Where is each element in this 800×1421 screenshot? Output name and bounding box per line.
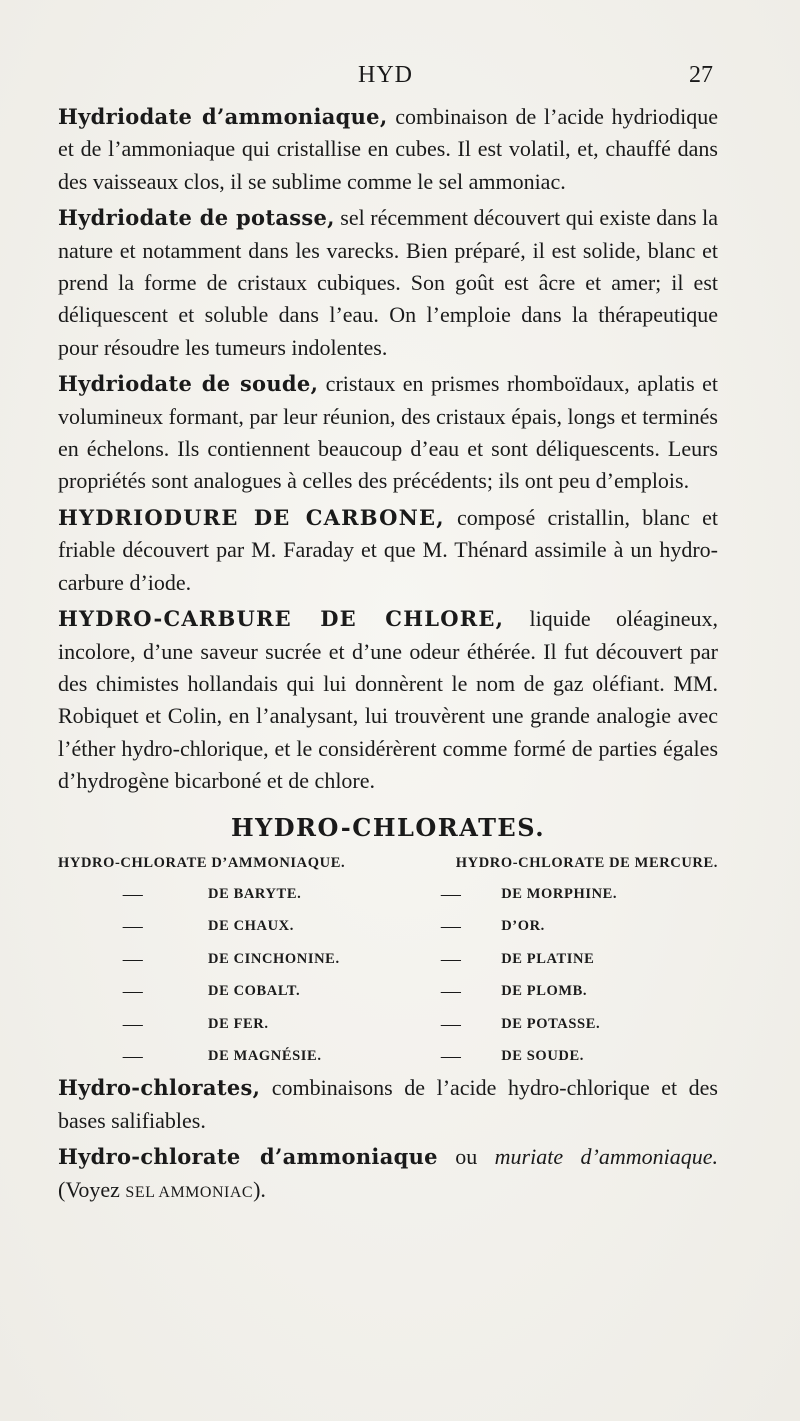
entry-text: (Voyez bbox=[58, 1176, 126, 1202]
list-item-label: DE POTASSE. bbox=[501, 1015, 601, 1032]
list-item-label: DE BARYTE. bbox=[208, 885, 302, 902]
list-item-label: D’OR. bbox=[501, 918, 545, 935]
entry-hydriodate-potasse bbox=[58, 202, 718, 364]
ditto-dash: — bbox=[122, 1012, 144, 1035]
list-item-label: DE CINCHONINE. bbox=[208, 950, 340, 967]
list-item-label: DE CHAUX. bbox=[208, 918, 294, 935]
entry-hydro-chlorate-ammoniaque bbox=[58, 1141, 718, 1209]
ditto-dash: — bbox=[122, 915, 144, 938]
list-item bbox=[58, 943, 375, 975]
list-item bbox=[401, 1040, 718, 1072]
list-item-label: DE PLOMB. bbox=[501, 983, 588, 1000]
list-item bbox=[58, 975, 375, 1007]
running-head: HYD bbox=[358, 62, 413, 88]
entry-text: combinaisons de l’acide hydro-chlorique et des bases salifiables. bbox=[58, 1075, 718, 1133]
page-header bbox=[58, 62, 713, 98]
ditto-dash: — bbox=[440, 882, 462, 905]
entry-hydriodate-soude bbox=[58, 368, 718, 498]
list-item bbox=[58, 878, 375, 910]
ditto-dash: — bbox=[122, 980, 144, 1003]
list-header-row bbox=[58, 850, 718, 876]
list-item bbox=[58, 910, 375, 942]
list-item-label: DE MAGNÉSIE. bbox=[208, 1047, 322, 1064]
ditto-dash: — bbox=[440, 915, 462, 938]
list-item bbox=[401, 910, 718, 942]
list-column-right bbox=[401, 878, 718, 1072]
cross-reference: SEL AMMONIAC bbox=[125, 1183, 254, 1201]
ditto-dash: — bbox=[440, 1012, 462, 1035]
entry-headword: Hydriodate de soude, bbox=[58, 371, 319, 397]
entry-headword: HYDRIODURE DE CARBONE, bbox=[58, 504, 445, 530]
section-heading: HYDRO-CHLORATES. bbox=[230, 812, 546, 842]
ditto-dash: — bbox=[440, 947, 462, 970]
list-left-head: HYDRO-CHLORATE D’AMMONIAQUE. bbox=[58, 854, 346, 871]
list-item bbox=[58, 1040, 375, 1072]
entry-text: ). bbox=[253, 1176, 266, 1202]
page-body bbox=[58, 101, 718, 1213]
entry-synonym: muriate d’ammoniaque. bbox=[494, 1144, 718, 1170]
list-item bbox=[401, 878, 718, 910]
list-item-label: DE PLATINE bbox=[501, 950, 595, 967]
entry-hydro-chlorates bbox=[58, 1072, 718, 1137]
entry-text: liquide oléagineux, incolore, d’une saveur sucrée et d’une odeur éthérée. Il fut découvert par des chimistes hollandais qui lui donnèrent le nom de gaz oléfiant. MM. Robiquet et Colin, en l’analysant, lui trouvèrent une grande analogie avec l’éther hydro-chlorique, et le considérèrent comme formé de parties égales d’hydrogène bicarboné et de chlore. bbox=[58, 606, 718, 794]
entry-text: composé cristallin, blanc et friable découvert par M. Faraday et que M. Thénard assimile à un hydro-carbure d’iode. bbox=[58, 504, 718, 595]
entry-text: sel récemment découvert qui existe dans la nature et notamment dans les varecks. Bien préparé, il est solide, blanc et prend la forme de cristaux cubiques. Son goût est âcre et amer; il est déliquescent et soluble dans l’eau. On l’emploie dans la thérapeutique pour résoudre les tumeurs indolentes. bbox=[58, 205, 718, 360]
ditto-dash: — bbox=[122, 882, 144, 905]
entry-headword: Hydro-chlorates, bbox=[58, 1075, 261, 1101]
entry-hydriodure-carbone bbox=[58, 502, 718, 599]
ditto-dash: — bbox=[122, 1044, 144, 1067]
entry-text: cristaux en prismes rhomboïdaux, aplatis et volumineux formant, par leur réunion, des cristaux épais, longs et terminés en échelons. Ils contiennent beaucoup d’eau et sont déliquescents. Leurs propriétés sont analogues à celles des précédents; ils ont peu d’emplois. bbox=[58, 371, 719, 494]
list-item-label: DE MORPHINE. bbox=[501, 885, 618, 902]
list-right-head: HYDRO-CHLORATE DE MERCURE. bbox=[455, 854, 718, 871]
ditto-dash: — bbox=[122, 947, 144, 970]
entry-headword: HYDRO-CARBURE DE CHLORE, bbox=[58, 606, 505, 632]
list-item bbox=[401, 1008, 718, 1040]
list-item-label: DE SOUDE. bbox=[501, 1047, 584, 1064]
entry-headword: Hydro-chlorate d’ammoniaque bbox=[58, 1144, 438, 1170]
list-item-label: DE COBALT. bbox=[208, 983, 301, 1000]
list-item-label: DE FER. bbox=[208, 1015, 269, 1032]
entry-hydro-carbure-chlore bbox=[58, 603, 718, 797]
entry-headword: Hydriodate d’ammoniaque, bbox=[58, 104, 388, 129]
ditto-dash: — bbox=[440, 980, 462, 1003]
page-number: 27 bbox=[689, 62, 713, 88]
list-item bbox=[401, 943, 718, 975]
entry-hydriodate-ammoniaque bbox=[58, 101, 718, 198]
entry-headword: Hydriodate de potasse, bbox=[58, 205, 335, 231]
list-item bbox=[401, 975, 718, 1007]
ditto-dash: — bbox=[440, 1044, 462, 1067]
entry-text: ou bbox=[437, 1144, 495, 1170]
list-column-left bbox=[58, 878, 375, 1072]
list-item bbox=[58, 1008, 375, 1040]
entry-text: combinaison de l’acide hydriodique et de l’ammoniaque qui cristallise en cubes. Il est volatil, et, chauffé dans des vaisseaux clos, il se sublime comme le sel ammoniac. bbox=[58, 104, 718, 194]
compound-list bbox=[58, 878, 718, 1072]
